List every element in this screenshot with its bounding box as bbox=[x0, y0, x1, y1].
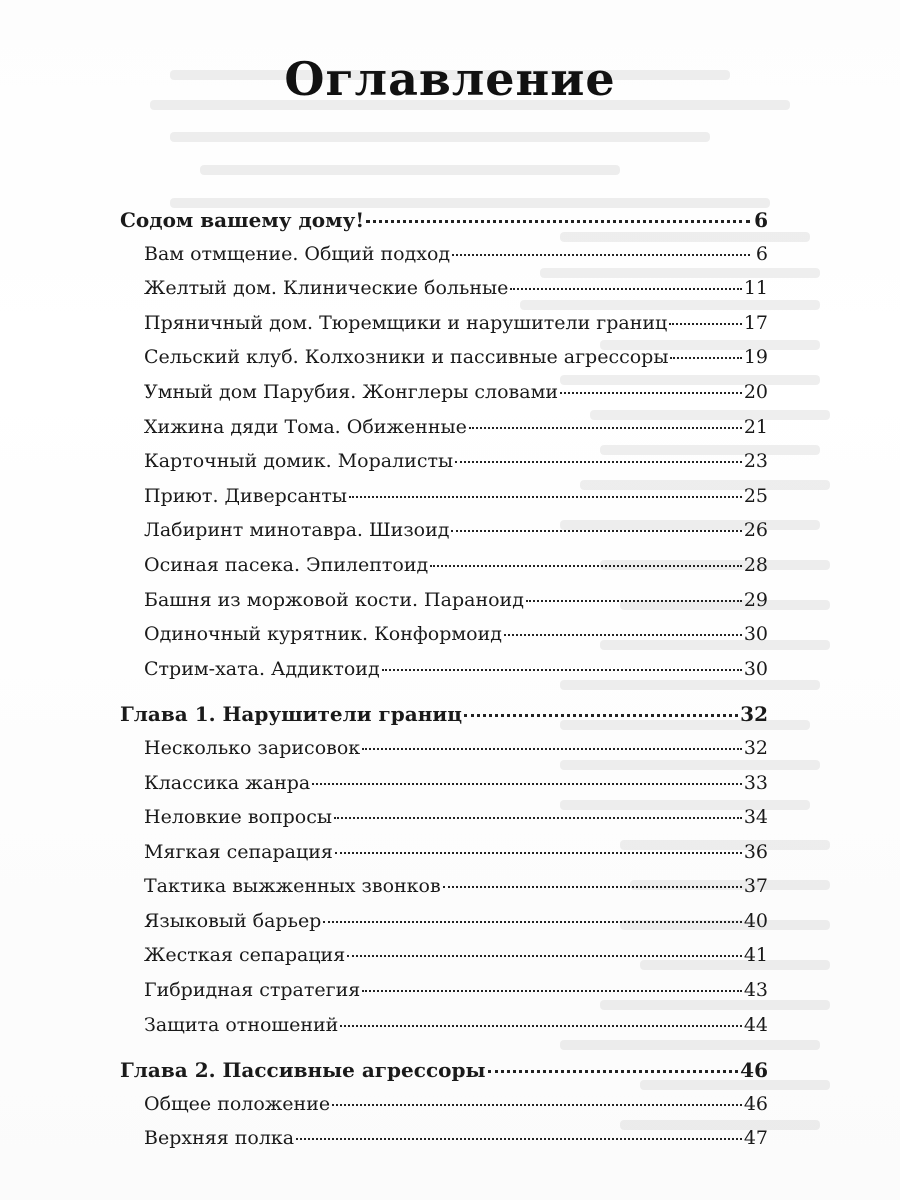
toc-entry-row bbox=[120, 772, 768, 807]
toc-page-number: 47 bbox=[743, 1127, 768, 1150]
toc-section-row bbox=[120, 208, 768, 243]
toc-entry-row bbox=[120, 346, 768, 381]
dot-leader bbox=[510, 288, 741, 290]
toc-entry-title: Вам отмщение. Общий подход bbox=[144, 242, 451, 265]
toc-page-number: 23 bbox=[743, 450, 768, 473]
dot-leader bbox=[334, 817, 742, 819]
toc-entry-row bbox=[120, 519, 768, 554]
dot-leader bbox=[340, 1025, 741, 1027]
dot-leader bbox=[669, 323, 742, 325]
toc-page-number: 6 bbox=[754, 208, 768, 232]
toc-entry-title: Тактика выжженных звонков bbox=[144, 875, 441, 898]
toc-page-number: 25 bbox=[743, 484, 768, 507]
toc-entry-row bbox=[120, 1093, 768, 1128]
toc-page-number: 21 bbox=[743, 415, 768, 438]
toc-entry-row bbox=[120, 450, 768, 485]
table-of-contents bbox=[120, 208, 768, 1162]
toc-entry-title: Хижина дяди Тома. Обиженные bbox=[144, 415, 467, 438]
toc-entry-row bbox=[120, 841, 768, 876]
toc-entry-row bbox=[120, 623, 768, 658]
dot-leader bbox=[312, 783, 742, 785]
dot-leader bbox=[504, 634, 742, 636]
toc-section-row bbox=[120, 702, 768, 737]
toc-entry-row bbox=[120, 658, 768, 693]
toc-page-number: 11 bbox=[743, 277, 768, 300]
toc-page-number: 40 bbox=[743, 909, 768, 932]
dot-leader bbox=[560, 392, 742, 394]
toc-page-number: 17 bbox=[743, 311, 768, 334]
dot-leader bbox=[488, 1070, 739, 1073]
toc-entry-row bbox=[120, 277, 768, 312]
toc-page-number: 30 bbox=[743, 657, 768, 680]
toc-page-number: 46 bbox=[740, 1058, 768, 1083]
toc-entry-title: Желтый дом. Клинические больные bbox=[144, 277, 509, 300]
dot-leader bbox=[362, 990, 742, 992]
toc-page-number: 36 bbox=[743, 840, 768, 863]
toc-entry-title: Карточный домик. Моралисты bbox=[144, 450, 454, 473]
dot-leader bbox=[349, 496, 742, 498]
toc-page-number: 41 bbox=[743, 944, 768, 967]
toc-entry-row bbox=[120, 243, 768, 278]
toc-entry-title: Лабиринт минотавра. Шизоид bbox=[144, 519, 450, 542]
toc-entry-title: Несколько зарисовок bbox=[144, 736, 361, 759]
toc-page-number: 44 bbox=[743, 1013, 768, 1036]
dot-leader bbox=[526, 600, 742, 602]
toc-entry-title: Содом вашему дому! bbox=[120, 208, 365, 232]
toc-entry-title: Глава 1. Нарушители границ bbox=[120, 702, 462, 727]
toc-entry-title: Осиная пасека. Эпилептоид bbox=[144, 553, 429, 576]
toc-entry-title: Защита отношений bbox=[144, 1013, 339, 1036]
dot-leader bbox=[362, 748, 742, 750]
toc-page-number: 46 bbox=[743, 1092, 768, 1115]
dot-leader bbox=[464, 714, 738, 717]
toc-page-number: 19 bbox=[743, 346, 768, 369]
page-title: Оглавление bbox=[284, 52, 616, 106]
toc-entry-title: Пряничный дом. Тюремщики и нарушители границ bbox=[144, 311, 668, 334]
toc-entry-row bbox=[120, 1014, 768, 1049]
dot-leader bbox=[382, 669, 742, 671]
toc-page-number: 28 bbox=[743, 553, 768, 576]
toc-entry-title: Приют. Диверсанты bbox=[144, 484, 348, 507]
toc-entry-title: Классика жанра bbox=[144, 771, 311, 794]
toc-entry-row bbox=[120, 416, 768, 451]
toc-entry-title: Гибридная стратегия bbox=[144, 979, 361, 1002]
toc-entry-title: Верхняя полка bbox=[144, 1127, 295, 1150]
toc-entry-title: Языковый барьер bbox=[144, 909, 322, 932]
toc-entry-row bbox=[120, 875, 768, 910]
toc-entry-row bbox=[120, 1127, 768, 1162]
dot-leader bbox=[323, 921, 741, 923]
toc-page-number: 29 bbox=[743, 588, 768, 611]
toc-entry-row bbox=[120, 910, 768, 945]
toc-entry-title: Мягкая сепарация bbox=[144, 840, 333, 863]
toc-page-number: 32 bbox=[740, 702, 768, 727]
toc-entry-title: Глава 2. Пассивные агрессоры bbox=[120, 1058, 486, 1083]
dot-leader bbox=[332, 1104, 742, 1106]
toc-section-row bbox=[120, 1058, 768, 1093]
show-through-line bbox=[200, 165, 620, 175]
toc-page-number: 32 bbox=[743, 736, 768, 759]
dot-leader bbox=[296, 1138, 742, 1140]
dot-leader bbox=[366, 220, 750, 223]
dot-leader bbox=[443, 886, 742, 888]
toc-entry-title: Общее положение bbox=[144, 1092, 331, 1115]
toc-entry-row bbox=[120, 485, 768, 520]
toc-entry-title: Башня из моржовой кости. Параноид bbox=[144, 588, 524, 611]
toc-entry-row bbox=[120, 737, 768, 772]
toc-page-number: 30 bbox=[743, 623, 768, 646]
toc-entry-title: Одиночный курятник. Конформоид bbox=[144, 623, 502, 646]
toc-entry-row bbox=[120, 806, 768, 841]
toc-page-number: 33 bbox=[743, 771, 768, 794]
show-through-line bbox=[170, 198, 770, 208]
show-through-line bbox=[170, 132, 710, 142]
toc-entry-title: Стрим-хата. Аддиктоид bbox=[144, 657, 380, 680]
toc-entry-row bbox=[120, 944, 768, 979]
dot-leader bbox=[430, 565, 742, 567]
toc-entry-title: Умный дом Парубия. Жонглеры словами bbox=[144, 380, 559, 403]
toc-page-number: 43 bbox=[743, 979, 768, 1002]
toc-entry-row bbox=[120, 554, 768, 589]
toc-entry-row bbox=[120, 381, 768, 416]
dot-leader bbox=[670, 357, 741, 359]
toc-entry-row bbox=[120, 312, 768, 347]
toc-entry-row bbox=[120, 589, 768, 624]
dot-leader bbox=[469, 427, 742, 429]
toc-entry-title: Сельский клуб. Колхозники и пассивные агрессоры bbox=[144, 346, 669, 369]
dot-leader bbox=[335, 852, 742, 854]
toc-page-number: 26 bbox=[743, 519, 768, 542]
dot-leader bbox=[347, 955, 742, 957]
toc-page-number: 20 bbox=[743, 380, 768, 403]
dot-leader bbox=[452, 254, 750, 256]
toc-entry-title: Неловкие вопросы bbox=[144, 806, 333, 829]
toc-page-number: 37 bbox=[743, 875, 768, 898]
toc-entry-row bbox=[120, 979, 768, 1014]
toc-entry-title: Жесткая сепарация bbox=[144, 944, 346, 967]
dot-leader bbox=[451, 530, 741, 532]
dot-leader bbox=[455, 461, 742, 463]
toc-page-number: 6 bbox=[755, 242, 768, 265]
toc-page-number: 34 bbox=[743, 806, 768, 829]
